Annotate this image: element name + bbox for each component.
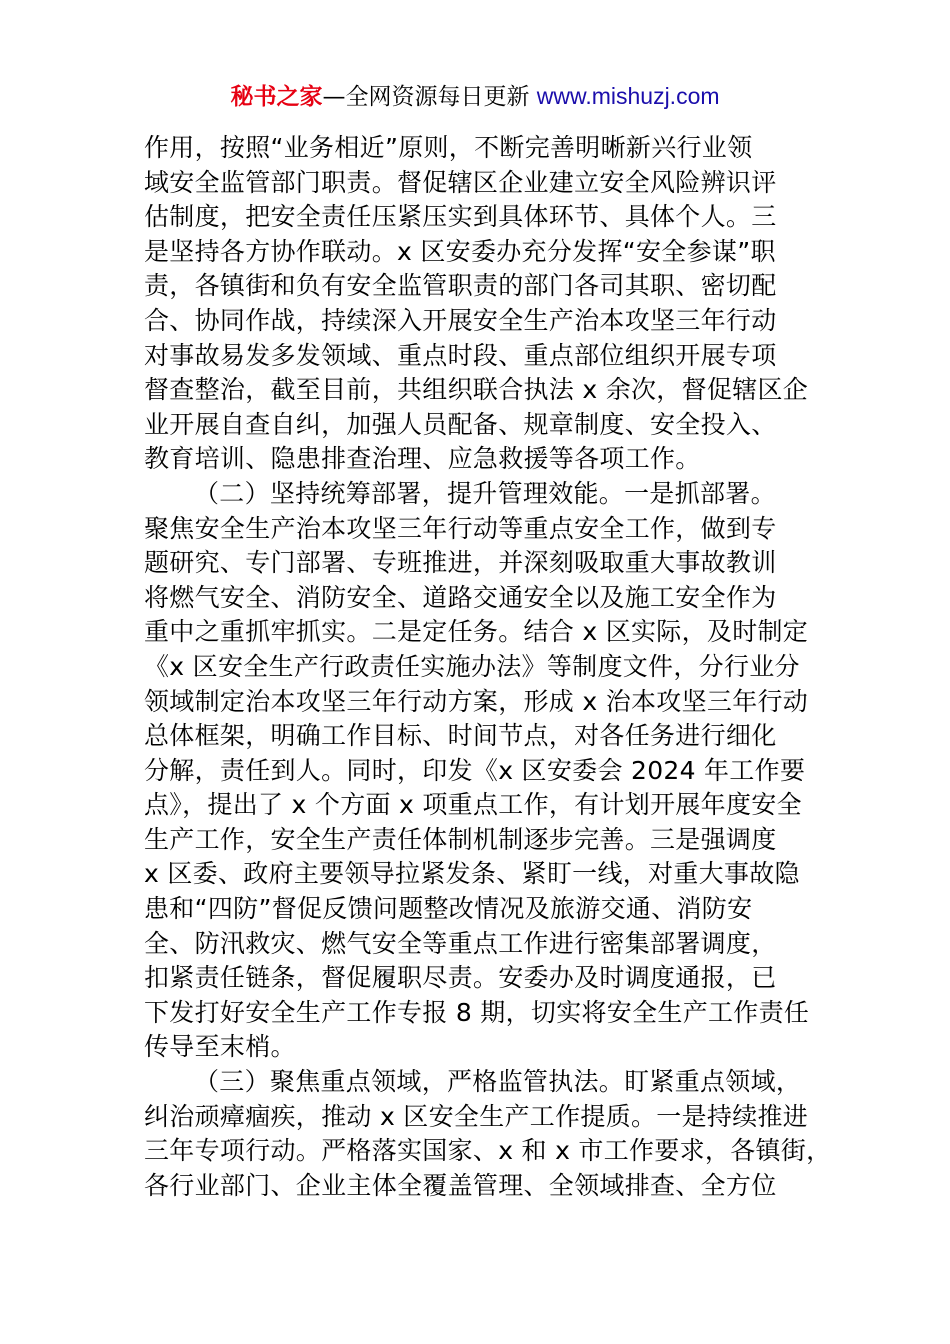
text-line: 领域制定治本攻坚三年行动方案，形成 x 治本攻坚三年行动 (144, 686, 809, 716)
paragraph-heading-line: （三）聚焦重点领域，严格监管执法。盯紧重点领域， (194, 1067, 802, 1097)
text-line: 域安全监管部门职责。督促辖区企业建立安全风险辨识评 (144, 167, 777, 197)
text-line: 题研究、专门部署、专班推进，并深刻吸取重大事故教训 (144, 548, 777, 578)
text-line: 患和“四防”督促反馈问题整改情况及旅游交通、消防安 (144, 894, 753, 924)
text-line: 传导至末梢。 (144, 1032, 296, 1062)
page-header (0, 80, 950, 113)
text-line: 聚焦安全生产治本攻坚三年行动等重点安全工作，做到专 (144, 513, 777, 543)
text-line: 将燃气安全、消防安全、道路交通安全以及施工安全作为 (144, 582, 777, 612)
text-line: 全、防汛救灾、燃气安全等重点工作进行密集部署调度， (144, 928, 777, 958)
text-line: 三年专项行动。严格落实国家、x 和 x 市工作要求，各镇街， (144, 1136, 832, 1166)
paragraph-heading-line: （二）坚持统筹部署，提升管理效能。一是抓部署。 (194, 478, 776, 508)
text-line: 下发打好安全生产工作专报 8 期，切实将安全生产工作责任 (144, 997, 810, 1027)
text-line: x 区委、政府主要领导拉紧发条、紧盯一线，对重大事故隐 (144, 859, 800, 889)
text-line: 生产工作，安全生产责任体制机制逐步完善。三是强调度 (144, 824, 777, 854)
text-line: 纠治顽瘴痼疾，推动 x 区安全生产工作提质。一是持续推进 (144, 1101, 809, 1131)
text-line: 《x 区安全生产行政责任实施办法》等制度文件，分行业分 (144, 651, 800, 681)
site-url-link[interactable]: www.mishuzj.com (536, 83, 720, 109)
header-tagline: —全网资源每日更新 (322, 84, 537, 110)
text-line: 是坚持各方协作联动。x 区安委办充分发挥“安全参谋”职 (144, 236, 776, 266)
text-line: 分解，责任到人。同时，印发《x 区安委会 2024 年工作要 (144, 755, 806, 785)
text-line: 各行业部门、企业主体全覆盖管理、全领域排查、全方位 (144, 1170, 777, 1200)
text-line: 合、协同作战，持续深入开展安全生产治本攻坚三年行动 (144, 305, 777, 335)
text-line: 作用，按照“业务相近”原则，不断完善明晰新兴行业领 (144, 133, 753, 162)
text-line: 责，各镇街和负有安全监管职责的部门各司其职、密切配 (144, 271, 777, 301)
text-line: 估制度，把安全责任压紧压实到具体环节、具体个人。三 (144, 202, 777, 232)
text-line: 扣紧责任链条，督促履职尽责。安委办及时调度通报，已 (144, 963, 777, 993)
document-body (144, 131, 832, 1203)
text-line: 重中之重抓牢抓实。二是定任务。结合 x 区实际，及时制定 (144, 617, 809, 647)
text-line: 教育培训、隐患排查治理、应急救援等各项工作。 (144, 444, 701, 474)
text-line: 点》，提出了 x 个方面 x 项重点工作，有计划开展年度安全 (144, 790, 802, 820)
text-line: 总体框架，明确工作目标、时间节点，对各任务进行细化 (144, 721, 777, 751)
brand-name: 秘书之家 (230, 84, 323, 110)
text-line: 业开展自查自纠，加强人员配备、规章制度、安全投入、 (144, 409, 777, 439)
text-line: 督查整治，截至目前，共组织联合执法 x 余次，督促辖区企 (144, 375, 809, 405)
text-line: 对事故易发多发领域、重点时段、重点部位组织开展专项 (144, 340, 777, 370)
